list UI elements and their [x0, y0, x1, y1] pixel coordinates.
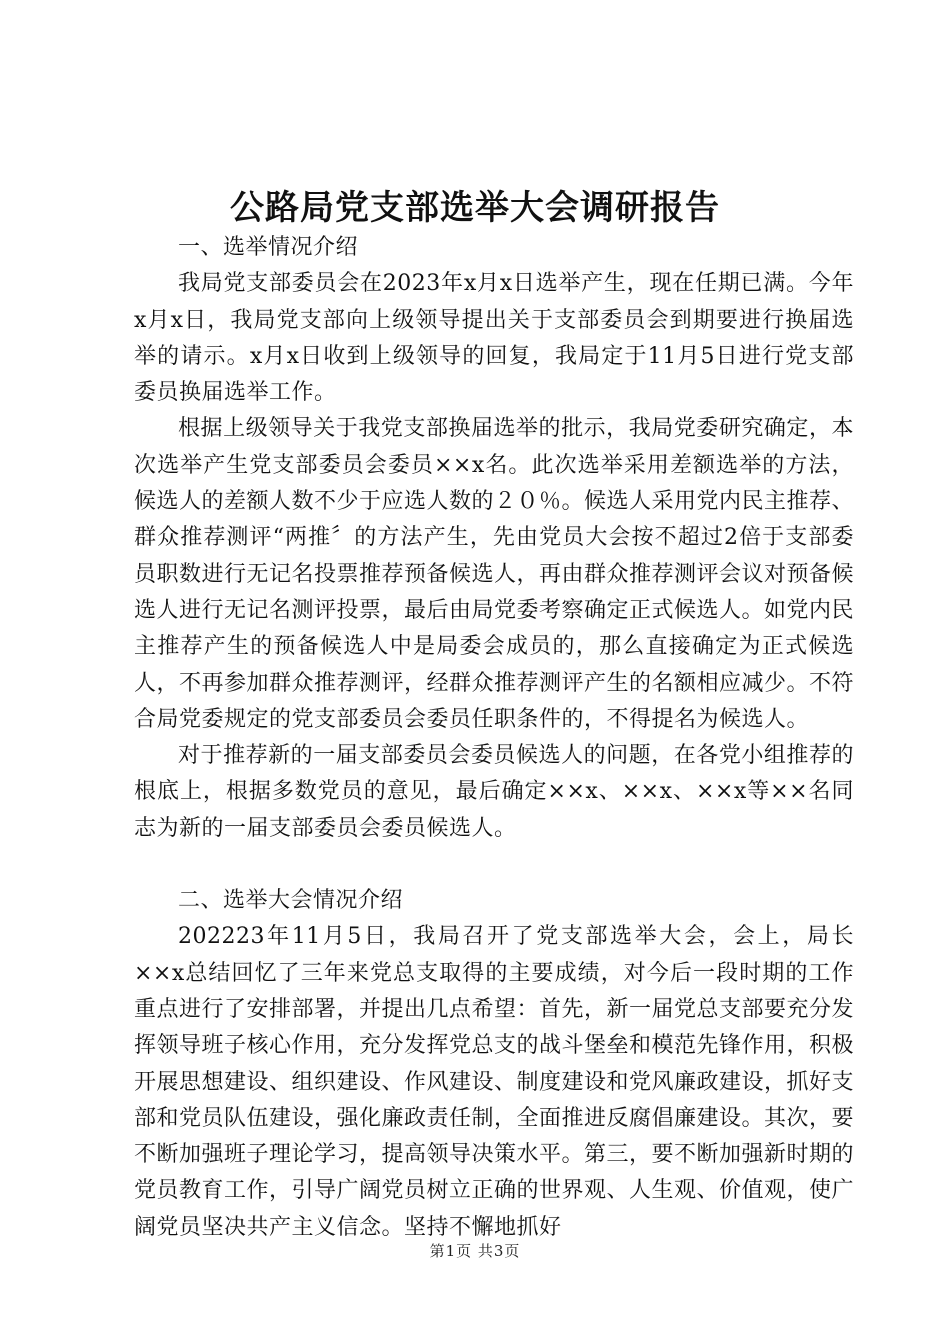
section-1-paragraph-3: 对于推荐新的一届支部委员会委员候选人的问题，在各党小组推荐的根底上，根据多数党员的意见，最后确定××x、××x、××x等××名同志为新的一届支部委员会委员候选人。: [134, 743, 854, 841]
section-1-heading: 一、选举情况介绍: [178, 235, 359, 260]
section-2-heading: 二、选举大会情况介绍: [178, 888, 404, 914]
section-1-paragraph-1: 我局党支部委员会在2023年x月x日选举产生，现在任期已满。今年x月x日，我局党支部向上级领导提出关于支部委员会到期要进行换届选举的请示。x月x日收到上级领导的回复，我局定于11月5日进行党支部委员换届选举工作。: [134, 271, 854, 406]
document-body: [134, 230, 854, 1246]
section-2-paragraph-1: 202223年11月5日，我局召开了党支部选举大会，会上，局长××x总结回忆了三年来党总支取得的主要成绩，对今后一段时期的工作重点进行了安排部署，并提出几点希望：首先，新一届党总支部要充分发挥领导班子核心作用，充分发挥党总支的战斗堡垒和模范先锋作用，积极开展思想建设、组织建设、作风建设、制度建设和党风廉政建设，抓好支部和党员队伍建设，强化廉政责任制，全面推进反腐倡廉建设。其次，要不断加强班子理论学习，提高领导决策水平。第三，要不断加强新时期的党员教育工作，引导广阔党员树立正确的世界观、人生观、价值观，使广阔党员坚决共产主义信念。坚持不懈地抓好: [134, 924, 855, 1240]
section-spacer: [134, 847, 854, 883]
document-title: 公路局党支部选举大会调研报告: [230, 188, 720, 228]
page-footer: 第1页 共3页: [429, 1242, 521, 1260]
section-1-paragraph-2: 根据上级领导关于我党支部换届选举的批示，我局党委研究确定，本次选举产生党支部委员会委员××x名。此次选举采用差额选举的方法，候选人的差额人数不少于应选人数的２０％。候选人采用党内民主推荐、群众推荐测评“两推〞的方法产生，先由党员大会按不超过2倍于支部委员职数进行无记名投票推荐预备候选人，再由群众推荐测评会议对预备候选人进行无记名测评投票，最后由局党委考察确定正式候选人。如党内民主推荐产生的预备候选人中是局委会成员的，那么直接确定为正式候选人，不再参加群众推荐测评，经群众推荐测评产生的名额相应减少。不符合局党委规定的党支部委员会委员任职条件的，不得提名为候选人。: [134, 416, 855, 732]
